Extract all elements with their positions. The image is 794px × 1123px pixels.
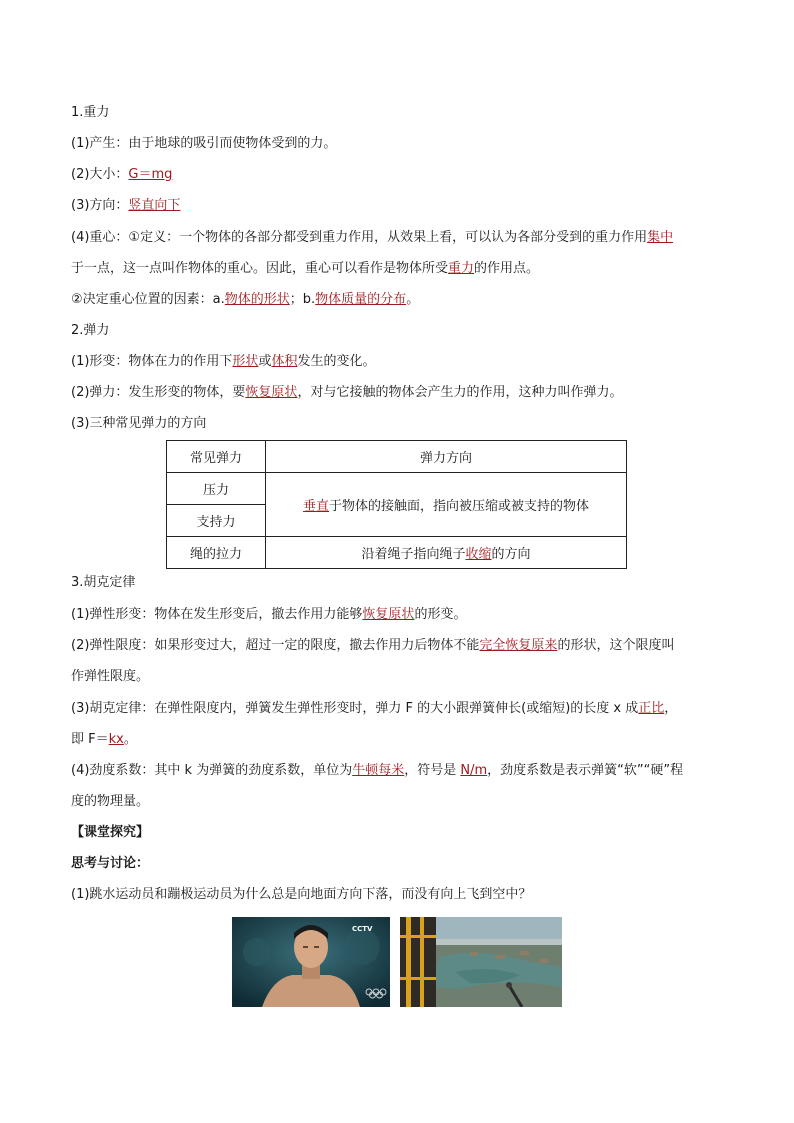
discussion-subheading: 思考与讨论： bbox=[71, 856, 150, 871]
stiffness-def-cont: 度的物理量。 bbox=[71, 794, 150, 809]
section-title-elastic: 2.弹力 bbox=[71, 323, 110, 338]
section-title-gravity: 1.重力 bbox=[71, 105, 110, 120]
diver-photo bbox=[232, 917, 390, 1007]
answer-formula: G＝mg bbox=[128, 167, 173, 182]
bungee-photo bbox=[400, 917, 562, 1007]
answer-direction: 竖直向下 bbox=[128, 198, 181, 213]
table-cell: 压力 bbox=[167, 473, 266, 505]
elastic-direction-heading: (3)三种常见弹力的方向 bbox=[71, 416, 207, 431]
table-header-type: 常见弹力 bbox=[167, 441, 266, 473]
center-of-gravity-def-cont: 于一点，这一点叫作物体的重心。因此，重心可以看作是物体所受重力的作用点。 bbox=[71, 261, 540, 276]
table-row bbox=[167, 537, 627, 569]
table-cell: 沿着绳子指向绳子收缩的方向 bbox=[266, 537, 627, 569]
hooke-law-def: (3)胡克定律：在弹性限度内，弹簧发生弹性形变时，弹力 F 的大小跟弹簧伸长(或缩短)的长度 x 成正比， bbox=[71, 701, 678, 716]
table-cell: 垂直于物体的接触面，指向被压缩或被支持的物体 bbox=[266, 473, 627, 537]
elastic-force-def: (2)弹力：发生形变的物体，要恢复原状，对与它接触的物体会产生力的作用，这种力叫作弹力。 bbox=[71, 385, 623, 400]
table-cell: 支持力 bbox=[167, 505, 266, 537]
bungee-jump-scene-icon bbox=[400, 917, 562, 1007]
table-row bbox=[167, 473, 627, 505]
elastic-limit-def: (2)弹性限度：如果形变过大，超过一定的限度，撤去作用力后物体不能完全恢复原来的形状，这个限度叫 bbox=[71, 638, 675, 653]
elastic-limit-def-cont: 作弹性限度。 bbox=[71, 669, 150, 684]
hooke-law-formula: 即 F＝kx。 bbox=[71, 732, 137, 747]
center-of-gravity-def: (4)重心：①定义：一个物体的各部分都受到重力作用，从效果上看，可以认为各部分受到的重力作用集中 bbox=[71, 230, 674, 245]
classroom-explore-heading: 【课堂探究】 bbox=[71, 825, 150, 840]
question-1: (1)跳水运动员和蹦极运动员为什么总是向地面方向下落，而没有向上飞到空中？ bbox=[71, 887, 532, 902]
deformation-def: (1)形变：物体在力的作用下形状或体积发生的变化。 bbox=[71, 354, 376, 369]
gravity-direction: (3)方向：竖直向下 bbox=[71, 198, 181, 213]
center-of-gravity-factors: ②决定重心位置的因素：a.物体的形状；b.物体质量的分布。 bbox=[71, 292, 420, 307]
gravity-origin: (1)产生：由于地球的吸引而使物体受到的力。 bbox=[71, 136, 337, 151]
stiffness-def: (4)劲度系数：其中 k 为弹簧的劲度系数，单位为牛顿每米，符号是 N/m，劲度系数是表示弹簧“软”“硬”程 bbox=[71, 763, 684, 778]
gravity-magnitude: (2)大小：G＝mg bbox=[71, 167, 173, 182]
table-header-direction: 弹力方向 bbox=[266, 441, 627, 473]
table-row bbox=[167, 441, 627, 473]
elastic-force-table bbox=[166, 440, 627, 569]
section-title-hooke: 3.胡克定律 bbox=[71, 575, 136, 590]
table-cell: 绳的拉力 bbox=[167, 537, 266, 569]
elastic-deformation-def: (1)弹性形变：物体在发生形变后，撤去作用力能够恢复原状的形变。 bbox=[71, 607, 467, 622]
tv-logo: CCTV bbox=[352, 925, 373, 933]
